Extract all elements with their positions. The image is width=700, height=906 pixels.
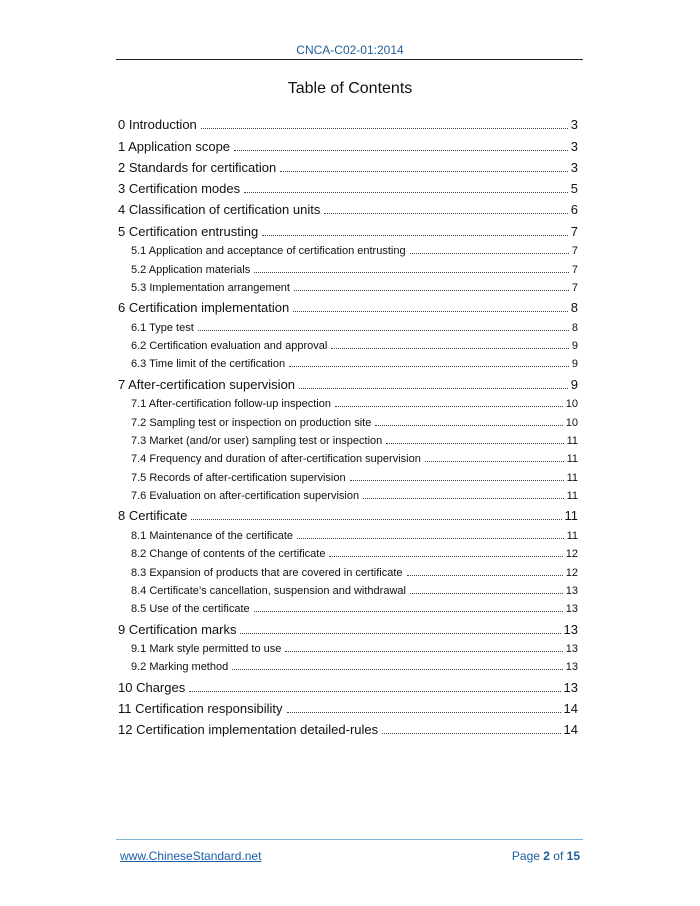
toc-entry-page: 3	[570, 159, 578, 175]
toc-subentry[interactable]	[118, 334, 580, 352]
toc-dot-leader	[254, 611, 563, 612]
toc-dot-leader	[294, 290, 569, 291]
toc-dot-leader	[262, 235, 568, 236]
toc-subentry[interactable]	[118, 597, 580, 615]
toc-entry[interactable]	[118, 716, 580, 737]
toc-subentry[interactable]	[118, 560, 580, 578]
toc-entry-page: 3	[570, 117, 578, 133]
toc-dot-leader	[287, 712, 561, 713]
toc-entry-page: 13	[563, 621, 578, 637]
toc-entry[interactable]	[118, 217, 580, 238]
toc-dot-leader	[198, 330, 569, 331]
toc-dot-leader	[285, 651, 562, 652]
toc-entry[interactable]	[118, 502, 580, 523]
toc-title: Table of Contents	[287, 80, 413, 97]
toc-entry-label: 8.1 Maintenance of the certificate	[131, 529, 294, 542]
toc-subentry[interactable]	[118, 257, 580, 275]
toc-entry-label: 9.2 Marking method	[131, 661, 229, 674]
document-code-header: CNCA-C02-01:2014	[296, 43, 404, 57]
toc-entry[interactable]	[118, 615, 580, 636]
toc-subentry[interactable]	[118, 523, 580, 541]
toc-entry[interactable]	[118, 370, 580, 391]
toc-subentry[interactable]	[118, 410, 580, 428]
toc-dot-leader	[410, 253, 569, 254]
toc-dot-leader	[299, 388, 568, 389]
toc-entry-label: 6 Certification implementation	[118, 300, 290, 316]
toc-entry-label: 7.1 After-certification follow-up inspection	[131, 398, 331, 411]
toc-subentry[interactable]	[118, 465, 580, 483]
toc-entry-label: 5.3 Implementation arrangement	[131, 281, 290, 294]
toc-entry[interactable]	[118, 132, 580, 153]
toc-entry-label: 7.4 Frequency and duration of after-certification supervision	[131, 453, 421, 466]
toc-entry-label: 8.5 Use of the certificate	[131, 603, 250, 616]
toc-dot-leader	[254, 272, 569, 273]
toc-entry-label: 7.5 Records of after-certification supervision	[131, 471, 346, 484]
toc-dot-leader	[289, 366, 569, 367]
toc-entry-label: 0 Introduction	[118, 117, 197, 133]
current-page: 2	[543, 849, 550, 863]
toc-dot-leader	[234, 150, 568, 151]
toc-entry-label: 10 Charges	[118, 679, 186, 695]
toc-subentry[interactable]	[118, 484, 580, 502]
toc-entry-page: 12	[565, 548, 578, 561]
toc-entry-page: 7	[571, 245, 578, 258]
toc-entry-page: 10	[565, 398, 578, 411]
toc-entry-page: 9	[570, 376, 578, 392]
toc-entry-label: 7.6 Evaluation on after-certification supervision	[131, 490, 360, 503]
toc-entry-label: 9 Certification marks	[118, 621, 237, 637]
toc-dot-leader	[244, 192, 568, 193]
toc-dot-leader	[232, 669, 563, 670]
toc-entry-label: 2 Standards for certification	[118, 159, 277, 175]
toc-entry[interactable]	[118, 154, 580, 175]
toc-dot-leader	[293, 311, 568, 312]
toc-entry-label: 6.1 Type test	[131, 321, 194, 334]
toc-dot-leader	[201, 128, 568, 129]
toc-dot-leader	[425, 461, 564, 462]
page-prefix: Page	[511, 849, 544, 863]
toc-dot-leader	[335, 406, 563, 407]
total-pages: 15	[566, 849, 580, 863]
toc-entry[interactable]	[118, 175, 580, 196]
toc-entry-label: 9.1 Mark style permitted to use	[131, 643, 282, 655]
toc-entry-label: 1 Application scope	[118, 138, 231, 154]
toc-entry-page: 9	[571, 358, 578, 371]
toc-entry[interactable]	[118, 196, 580, 217]
toc-entry-page: 14	[563, 700, 578, 716]
toc-entry-page: 7	[571, 281, 578, 294]
toc-entry-label: 7.3 Market (and/or user) sampling test or inspection	[131, 434, 383, 447]
toc-subentry[interactable]	[118, 315, 580, 333]
toc-entry-page: 11	[566, 490, 578, 503]
toc-dot-leader	[331, 348, 569, 349]
toc-subentry[interactable]	[118, 429, 580, 447]
toc-entry-label: 11 Certification responsibility	[118, 700, 283, 716]
toc-subentry[interactable]	[118, 637, 580, 655]
toc-dot-leader	[386, 443, 563, 444]
toc-entry-label: 6.2 Certification evaluation and approval	[131, 340, 328, 353]
toc-entry-label: 7 After-certification supervision	[118, 376, 296, 392]
toc-dot-leader	[280, 171, 568, 172]
toc-entry-page: 12	[565, 566, 578, 579]
toc-subentry[interactable]	[118, 655, 580, 673]
toc-entry-page: 13	[565, 643, 578, 655]
toc-subentry[interactable]	[118, 392, 580, 410]
toc-entry-page: 13	[565, 661, 578, 674]
toc-entry-page: 6	[570, 202, 578, 218]
toc-entry-label: 5.1 Application and acceptance of certification entrusting	[131, 245, 406, 258]
toc-entry-page: 13	[565, 584, 578, 597]
toc-dot-leader	[297, 538, 564, 539]
toc-subentry[interactable]	[118, 352, 580, 370]
toc-dot-leader	[350, 480, 564, 481]
toc-entry-page: 3	[570, 138, 578, 154]
toc-entry-page: 11	[566, 529, 578, 542]
toc-entry-page: 13	[565, 603, 578, 616]
toc-subentry[interactable]	[118, 579, 580, 597]
toc-entry-page: 11	[566, 471, 578, 484]
toc-entry-label: 8.3 Expansion of products that are covered in certificate	[131, 566, 403, 579]
toc-entry-label: 8 Certificate	[118, 508, 188, 524]
toc-dot-leader	[189, 691, 560, 692]
toc-entry-label: 5 Certification entrusting	[118, 223, 259, 239]
toc-dot-leader	[375, 425, 562, 426]
toc-subentry[interactable]	[118, 276, 580, 294]
toc-entry-label: 8.2 Change of contents of the certificate	[131, 548, 326, 561]
header-divider	[116, 59, 583, 60]
toc-entry-page: 8	[571, 321, 578, 334]
toc-dot-leader	[407, 575, 563, 576]
toc-entry[interactable]	[118, 294, 580, 315]
toc-subentry[interactable]	[118, 542, 580, 560]
website-link[interactable]: www.ChineseStandard.net	[120, 849, 262, 863]
toc-entry-page: 10	[565, 416, 578, 429]
toc-dot-leader	[410, 593, 563, 594]
toc-entry-page: 5	[570, 181, 578, 197]
toc-entry-label: 5.2 Application materials	[131, 263, 251, 276]
footer-divider	[116, 839, 583, 840]
toc-entry-label: 12 Certification implementation detailed-rules	[118, 722, 379, 738]
toc-entry-page: 7	[571, 263, 578, 276]
toc-entry[interactable]	[118, 673, 580, 694]
toc-entry-page: 13	[563, 679, 578, 695]
toc-subentry[interactable]	[118, 239, 580, 257]
toc-entry-label: 4 Classification of certification units	[118, 202, 321, 218]
toc-entry[interactable]	[118, 695, 580, 716]
toc-entry-page: 7	[570, 223, 578, 239]
page-indicator	[512, 849, 580, 863]
toc-entry-label: 6.3 Time limit of the certification	[131, 358, 286, 371]
toc-dot-leader	[240, 633, 560, 634]
page-of: of	[549, 849, 567, 863]
toc-dot-leader	[382, 733, 560, 734]
toc-dot-leader	[363, 498, 564, 499]
toc-entry-label: 7.2 Sampling test or inspection on production site	[131, 416, 372, 429]
table-of-contents	[118, 111, 580, 737]
toc-entry-label: 8.4 Certificate’s cancellation, suspension and withdrawal	[131, 584, 406, 597]
toc-entry-page: 11	[564, 508, 578, 524]
toc-entry-label: 3 Certification modes	[118, 181, 241, 197]
toc-dot-leader	[329, 556, 562, 557]
toc-entry-page: 9	[571, 340, 578, 353]
toc-subentry[interactable]	[118, 447, 580, 465]
toc-dot-leader	[324, 213, 567, 214]
toc-entry[interactable]	[118, 111, 580, 132]
toc-dot-leader	[191, 519, 561, 520]
toc-entry-page: 11	[566, 453, 578, 466]
toc-entry-page: 8	[570, 300, 578, 316]
toc-entry-page: 11	[566, 434, 578, 447]
toc-entry-page: 14	[563, 722, 578, 738]
